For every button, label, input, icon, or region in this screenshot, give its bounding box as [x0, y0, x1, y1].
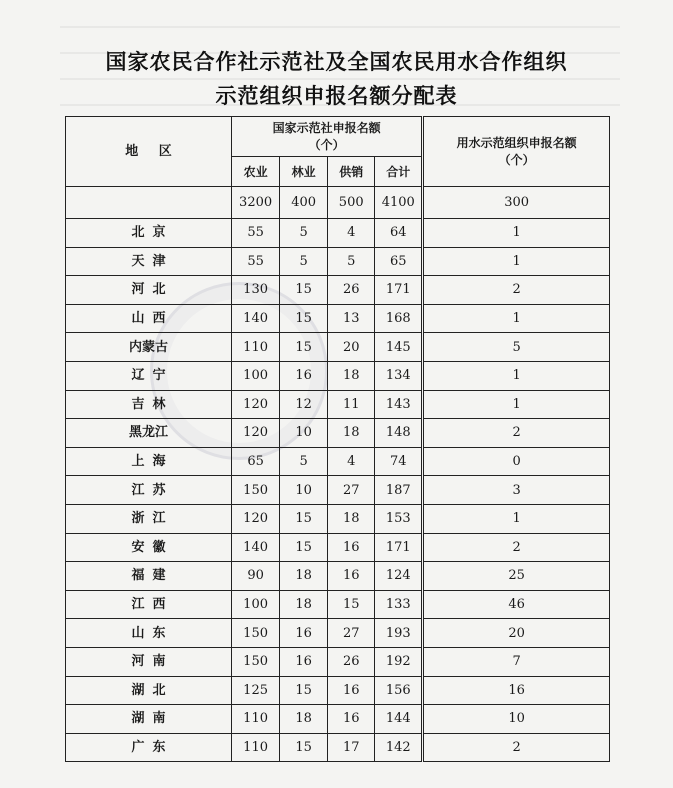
table-row — [66, 476, 610, 505]
agriculture-cell: 110 — [232, 705, 280, 734]
water-cell: 5 — [423, 333, 610, 362]
total-cell: 124 — [375, 562, 423, 591]
region-cell — [66, 562, 232, 591]
forestry-cell: 18 — [280, 562, 328, 591]
region-name: 天津 — [131, 253, 174, 269]
region-name: 浙江 — [131, 511, 174, 527]
total-water: 300 — [423, 187, 610, 219]
agriculture-cell: 150 — [232, 619, 280, 648]
forestry-cell: 15 — [280, 733, 328, 762]
total-cell: 171 — [375, 276, 423, 305]
total-cell: 74 — [375, 447, 423, 476]
water-cell: 46 — [423, 590, 610, 619]
supply-cell: 16 — [328, 533, 375, 562]
region-cell — [66, 476, 232, 505]
table-row — [66, 361, 610, 390]
agriculture-cell: 110 — [232, 333, 280, 362]
supply-cell: 15 — [328, 590, 375, 619]
total-forestry: 400 — [280, 187, 328, 219]
table-row — [66, 705, 610, 734]
table-row — [66, 447, 610, 476]
region-name: 江苏 — [131, 482, 174, 498]
agriculture-cell: 125 — [232, 676, 280, 705]
region-cell — [66, 533, 232, 562]
forestry-cell: 15 — [280, 333, 328, 362]
forestry-cell: 15 — [280, 533, 328, 562]
water-cell: 2 — [423, 419, 610, 448]
national-quota-header — [232, 117, 423, 157]
region-cell — [66, 447, 232, 476]
table-row — [66, 219, 610, 248]
region-name: 黑龙江 — [129, 425, 169, 441]
region-name: 河北 — [131, 282, 174, 298]
supply-cell: 11 — [328, 390, 375, 419]
region-cell — [66, 676, 232, 705]
water-cell: 7 — [423, 647, 610, 676]
region-name: 安徽 — [131, 539, 174, 555]
supply-cell: 17 — [328, 733, 375, 762]
agriculture-cell: 55 — [232, 219, 280, 248]
water-quota-unit: （个） — [498, 152, 535, 167]
forestry-cell: 5 — [280, 247, 328, 276]
region-name: 福建 — [131, 568, 174, 584]
table-row — [66, 390, 610, 419]
region-name: 山西 — [131, 311, 174, 327]
forestry-cell: 15 — [280, 676, 328, 705]
water-cell: 1 — [423, 390, 610, 419]
table-row — [66, 276, 610, 305]
water-cell: 2 — [423, 733, 610, 762]
document-title-line-1: 国家农民合作社示范社及全国农民用水合作组织 — [105, 50, 568, 74]
supply-cell: 18 — [328, 504, 375, 533]
document-title-line-2: 示范组织申报名额分配表 — [215, 84, 458, 108]
water-cell: 20 — [423, 619, 610, 648]
header-row-1 — [66, 117, 610, 157]
supply-cell: 13 — [328, 304, 375, 333]
table-row — [66, 647, 610, 676]
total-cell: 143 — [375, 390, 423, 419]
totals-region-cell — [66, 187, 232, 219]
agriculture-cell: 140 — [232, 304, 280, 333]
national-quota-unit: （个） — [308, 137, 345, 152]
supply-cell: 18 — [328, 419, 375, 448]
supply-cell: 27 — [328, 476, 375, 505]
forestry-cell: 16 — [280, 361, 328, 390]
water-cell: 1 — [423, 219, 610, 248]
water-cell: 2 — [423, 276, 610, 305]
agriculture-cell: 130 — [232, 276, 280, 305]
forestry-cell: 18 — [280, 590, 328, 619]
agriculture-cell: 90 — [232, 562, 280, 591]
agriculture-cell: 120 — [232, 390, 280, 419]
region-cell — [66, 419, 232, 448]
total-cell: 145 — [375, 333, 423, 362]
table-row — [66, 590, 610, 619]
region-cell — [66, 733, 232, 762]
agriculture-cell: 100 — [232, 590, 280, 619]
total-cell: 168 — [375, 304, 423, 333]
supply-cell: 5 — [328, 247, 375, 276]
supply-cell: 4 — [328, 219, 375, 248]
total-agriculture: 3200 — [232, 187, 280, 219]
table-row — [66, 676, 610, 705]
region-name: 上海 — [131, 454, 174, 470]
total-cell: 133 — [375, 590, 423, 619]
total-header: 合计 — [375, 157, 423, 187]
agriculture-cell: 140 — [232, 533, 280, 562]
total-cell: 142 — [375, 733, 423, 762]
region-cell — [66, 390, 232, 419]
forestry-cell: 18 — [280, 705, 328, 734]
region-cell — [66, 619, 232, 648]
supply-cell: 18 — [328, 361, 375, 390]
supply-header: 供销 — [328, 157, 375, 187]
table-row — [66, 304, 610, 333]
water-cell: 1 — [423, 304, 610, 333]
water-cell: 2 — [423, 533, 610, 562]
region-header-cell — [66, 117, 232, 187]
region-cell — [66, 361, 232, 390]
supply-cell: 16 — [328, 676, 375, 705]
water-cell: 16 — [423, 676, 610, 705]
region-name: 湖北 — [131, 682, 174, 698]
region-cell — [66, 276, 232, 305]
region-name: 广东 — [131, 739, 174, 755]
agriculture-cell: 120 — [232, 504, 280, 533]
total-total: 4100 — [375, 187, 423, 219]
supply-cell: 20 — [328, 333, 375, 362]
region-header: 地 区 — [125, 144, 180, 159]
total-cell: 144 — [375, 705, 423, 734]
water-quota-label: 用水示范组织申报名额 — [456, 135, 577, 150]
table-row — [66, 562, 610, 591]
table-row — [66, 733, 610, 762]
agriculture-cell: 55 — [232, 247, 280, 276]
agriculture-cell: 110 — [232, 733, 280, 762]
forestry-cell: 16 — [280, 619, 328, 648]
table-row — [66, 533, 610, 562]
agriculture-cell: 65 — [232, 447, 280, 476]
region-cell — [66, 647, 232, 676]
total-cell: 65 — [375, 247, 423, 276]
region-name: 北京 — [131, 225, 174, 241]
supply-cell: 4 — [328, 447, 375, 476]
supply-cell: 16 — [328, 705, 375, 734]
agriculture-cell: 150 — [232, 476, 280, 505]
forestry-cell: 10 — [280, 476, 328, 505]
region-name: 湖南 — [131, 711, 174, 727]
region-cell — [66, 705, 232, 734]
total-cell: 187 — [375, 476, 423, 505]
water-quota-header — [423, 117, 610, 187]
table-row — [66, 619, 610, 648]
total-cell: 171 — [375, 533, 423, 562]
region-name: 河南 — [131, 654, 174, 670]
total-cell: 64 — [375, 219, 423, 248]
agriculture-cell: 100 — [232, 361, 280, 390]
region-cell — [66, 504, 232, 533]
forestry-cell: 5 — [280, 447, 328, 476]
quota-table — [65, 116, 610, 762]
national-quota-label: 国家示范社申报名额 — [272, 120, 381, 135]
region-name: 辽宁 — [131, 368, 174, 384]
total-cell: 193 — [375, 619, 423, 648]
table-row — [66, 419, 610, 448]
water-cell: 10 — [423, 705, 610, 734]
forestry-cell: 16 — [280, 647, 328, 676]
region-name: 吉林 — [131, 396, 174, 412]
water-cell: 1 — [423, 247, 610, 276]
supply-cell: 26 — [328, 276, 375, 305]
agriculture-cell: 120 — [232, 419, 280, 448]
water-cell: 25 — [423, 562, 610, 591]
forestry-cell: 15 — [280, 304, 328, 333]
forestry-cell: 10 — [280, 419, 328, 448]
water-cell: 1 — [423, 361, 610, 390]
total-cell: 192 — [375, 647, 423, 676]
region-cell — [66, 333, 232, 362]
region-name: 山东 — [131, 625, 174, 641]
water-cell: 0 — [423, 447, 610, 476]
totals-row — [66, 187, 610, 219]
water-cell: 1 — [423, 504, 610, 533]
supply-cell: 27 — [328, 619, 375, 648]
forestry-header: 林业 — [280, 157, 328, 187]
forestry-cell: 15 — [280, 504, 328, 533]
total-cell: 148 — [375, 419, 423, 448]
agriculture-header: 农业 — [232, 157, 280, 187]
total-supply: 500 — [328, 187, 375, 219]
region-name: 江西 — [131, 597, 174, 613]
forestry-cell: 15 — [280, 276, 328, 305]
forestry-cell: 5 — [280, 219, 328, 248]
table-row — [66, 504, 610, 533]
region-cell — [66, 219, 232, 248]
region-name: 内蒙古 — [129, 339, 169, 355]
supply-cell: 16 — [328, 562, 375, 591]
agriculture-cell: 150 — [232, 647, 280, 676]
region-cell — [66, 304, 232, 333]
total-cell: 153 — [375, 504, 423, 533]
forestry-cell: 12 — [280, 390, 328, 419]
total-cell: 156 — [375, 676, 423, 705]
supply-cell: 26 — [328, 647, 375, 676]
region-cell — [66, 590, 232, 619]
region-cell — [66, 247, 232, 276]
total-cell: 134 — [375, 361, 423, 390]
water-cell: 3 — [423, 476, 610, 505]
table-row — [66, 333, 610, 362]
table-row — [66, 247, 610, 276]
